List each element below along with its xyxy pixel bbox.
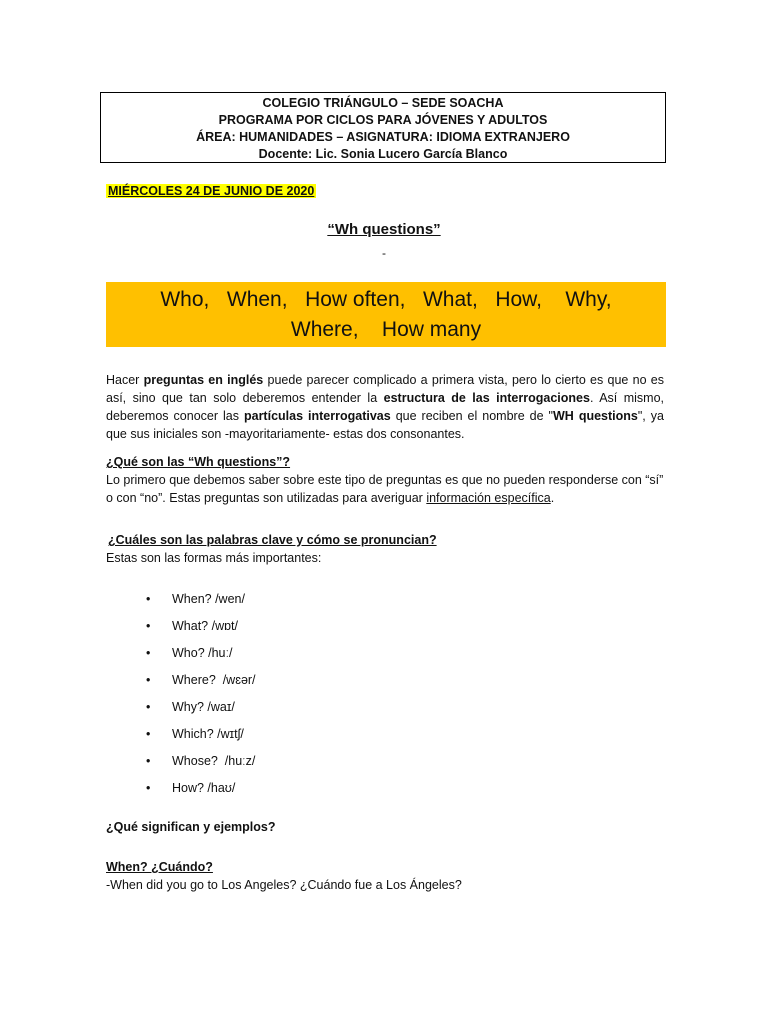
word-how: How? /haʊ/ <box>172 781 236 795</box>
bullet: • <box>146 619 151 633</box>
specific-info-link: información específica <box>426 491 551 505</box>
header-teacher: Docente: Lic. Sonia Lucero García Blanco <box>258 147 508 161</box>
section-heading-meanings: ¿Qué significan y ejemplos? <box>106 820 276 834</box>
word-when: When? /wen/ <box>172 592 245 606</box>
list-item <box>146 673 256 687</box>
banner-line-1: Who, When, How often, What, How, Why, <box>160 288 612 311</box>
header-school-name: COLEGIO TRIÁNGULO – SEDE SOACHA <box>262 96 504 110</box>
section-heading-what-are: ¿Qué son las “Wh questions”? <box>106 455 291 469</box>
bullet: • <box>146 673 151 687</box>
list-item <box>146 727 244 741</box>
list-item <box>146 619 238 633</box>
list-item <box>146 781 235 795</box>
section-heading-keywords: ¿Cuáles son las palabras clave y cómo se pronuncian? <box>108 533 437 547</box>
title-dash: - <box>382 246 386 260</box>
word-what: What? /wɒt/ <box>172 619 238 633</box>
section-keywords <box>106 531 664 567</box>
intro-bold-1: preguntas en inglés <box>143 373 264 387</box>
list-item <box>146 754 255 768</box>
topic-title: “Wh questions” <box>327 221 441 238</box>
list-item <box>146 700 235 714</box>
intro-text: que reciben el nombre de " <box>390 409 553 423</box>
wh-words-banner <box>106 282 666 347</box>
bullet: • <box>146 646 151 660</box>
bullet: • <box>146 700 151 714</box>
banner-line-2: Where, How many <box>290 318 482 341</box>
section-what-are-text <box>106 471 664 507</box>
bullet: • <box>146 754 151 768</box>
word-whose: Whose? /huːz/ <box>172 754 256 768</box>
header-area: ÁREA: HUMANIDADES – ASIGNATURA: IDIOMA EXTRANJERO <box>196 130 570 144</box>
intro-paragraph <box>106 371 664 443</box>
school-header-box <box>100 92 666 163</box>
section-keywords-text: Estas son las formas más importantes: <box>106 551 322 565</box>
section-text: . <box>550 491 555 505</box>
intro-text: . Así mismo, deberemos conocer las <box>106 391 665 423</box>
list-item <box>146 592 245 606</box>
when-example: -When did you go to Los Angeles? ¿Cuándo fue a Los Ángeles? <box>106 878 462 892</box>
list-item <box>146 646 232 660</box>
intro-text: Hacer <box>106 373 144 387</box>
date-line: MIÉRCOLES 24 DE JUNIO DE 2020 <box>108 184 315 198</box>
intro-bold-3: partículas interrogativas <box>243 409 391 423</box>
bullet: • <box>146 727 151 741</box>
bullet: • <box>146 781 151 795</box>
section-heading-when: When? ¿Cuándo? <box>106 860 213 874</box>
section-text: Lo primero que debemos saber sobre este tipo de preguntas es que no pueden responderse con “sí” o con “no”. Estas preguntas son utilizadas para averiguar <box>106 473 664 505</box>
section-when <box>106 858 664 894</box>
intro-bold-4: WH questions <box>553 409 638 423</box>
intro-text: ", ya que sus iniciales son -mayoritariamente- estas dos consonantes. <box>106 409 664 441</box>
header-program: PROGRAMA POR CICLOS PARA JÓVENES Y ADULTOS <box>218 113 548 127</box>
word-where: Where? /wɛər/ <box>172 673 256 687</box>
word-why: Why? /waɪ/ <box>172 700 235 714</box>
bullet: • <box>146 592 151 606</box>
intro-bold-2: estructura de las interrogaciones <box>383 391 590 405</box>
section-what-are <box>106 453 664 507</box>
word-who: Who? /huː/ <box>172 646 233 660</box>
word-which: Which? /wɪtʃ/ <box>172 727 244 741</box>
intro-text: puede parecer complicado a primera vista, pero lo cierto es que no es así, sino que tan solo deberemos entender la <box>106 373 664 405</box>
